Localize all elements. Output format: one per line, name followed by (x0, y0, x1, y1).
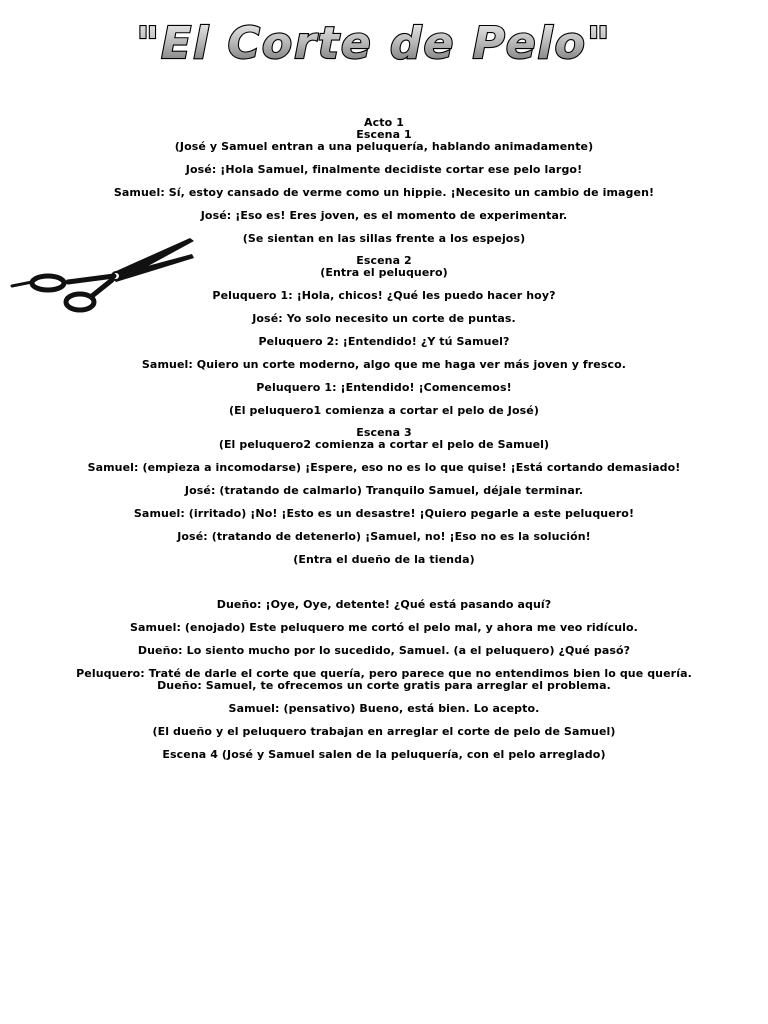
script-line: (El dueño y el peluquero trabajan en arreglar el corte de pelo de Samuel) (152, 725, 616, 738)
script-block (0, 508, 768, 520)
script-line: Peluquero: Traté de darle el corte que quería, pero parece que no entendimos bien lo que quería. (76, 667, 692, 680)
script-line: Dueño: ¡Oye, Oye, detente! ¿Qué está pasando aquí? (216, 598, 552, 611)
script-line: Peluquero 1: ¡Hola, chicos! ¿Qué les puedo hacer hoy? (212, 289, 556, 302)
page-title-graphic (0, 8, 768, 72)
script-line: Peluquero 1: ¡Entendido! ¡Comencemos! (256, 381, 512, 394)
play-script (0, 106, 768, 761)
script-line: (José y Samuel entran a una peluquería, hablando animadamente) (174, 140, 594, 153)
script-line: Peluquero 2: ¡Entendido! ¿Y tú Samuel? (258, 335, 510, 348)
script-block (0, 703, 768, 715)
script-block (0, 726, 768, 738)
script-block (0, 382, 768, 394)
script-line: Samuel: (irritado) ¡No! ¡Esto es un desastre! ¡Quiero pegarle a este peluquero! (133, 507, 635, 520)
script-line: Acto 1 (364, 116, 404, 129)
script-block (0, 117, 768, 153)
script-line: (El peluquero1 comienza a cortar el pelo de José) (229, 404, 539, 417)
script-line: (Entra el peluquero) (320, 266, 448, 279)
script-line: Samuel: (pensativo) Bueno, está bien. Lo acepto. (228, 702, 540, 715)
script-block (0, 255, 768, 279)
script-line: (Entra el dueño de la tienda) (293, 553, 475, 566)
script-line: (Se sientan en las sillas frente a los espejos) (242, 232, 526, 245)
script-block (0, 359, 768, 371)
script-block (0, 668, 768, 692)
script-line: (El peluquero2 comienza a cortar el pelo de Samuel) (218, 438, 550, 451)
script-line: Escena 2 (356, 254, 412, 267)
script-block (0, 210, 768, 222)
script-block (0, 531, 768, 543)
script-block (0, 554, 768, 566)
script-line: José: ¡Eso es! Eres joven, es el momento de experimentar. (200, 209, 568, 222)
script-line: Escena 3 (356, 426, 412, 439)
script-line: José: Yo solo necesito un corte de puntas. (252, 312, 516, 325)
page-title-container (0, 8, 768, 72)
script-line: José: (tratando de calmarlo) Tranquilo Samuel, déjale terminar. (184, 484, 584, 497)
script-line: José: ¡Hola Samuel, finalmente decidiste cortar ese pelo largo! (185, 163, 583, 176)
script-line: Samuel: (enojado) Este peluquero me cortó el pelo mal, y ahora me veo ridículo. (130, 621, 638, 634)
script-block (0, 336, 768, 348)
script-block (0, 645, 768, 657)
script-line: Samuel: (empieza a incomodarse) ¡Espere, eso no es lo que quise! ¡Está cortando demasiado! (87, 461, 681, 474)
script-block (0, 749, 768, 761)
script-block (0, 599, 768, 611)
script-line: Dueño: Lo siento mucho por lo sucedido, Samuel. (a el peluquero) ¿Qué pasó? (137, 644, 631, 657)
script-block (0, 313, 768, 325)
script-line: Escena 1 (356, 128, 412, 141)
script-block (0, 187, 768, 199)
script-line: Samuel: Quiero un corte moderno, algo que me haga ver más joven y fresco. (141, 358, 627, 371)
script-line: José: (tratando de detenerlo) ¡Samuel, no! ¡Eso no es la solución! (177, 530, 591, 543)
script-block (0, 164, 768, 176)
script-line: Dueño: Samuel, te ofrecemos un corte gratis para arreglar el problema. (157, 679, 611, 692)
script-line: Escena 4 (José y Samuel salen de la peluquería, con el pelo arreglado) (162, 748, 606, 761)
script-block (0, 462, 768, 474)
script-block (0, 485, 768, 497)
script-block (0, 405, 768, 417)
script-block (0, 233, 768, 245)
script-block (0, 427, 768, 451)
script-block (0, 622, 768, 634)
page-title: "El Corte de Pelo" (136, 18, 612, 69)
script-line: Samuel: Sí, estoy cansado de verme como un hippie. ¡Necesito un cambio de imagen! (113, 186, 655, 199)
script-block (0, 290, 768, 302)
